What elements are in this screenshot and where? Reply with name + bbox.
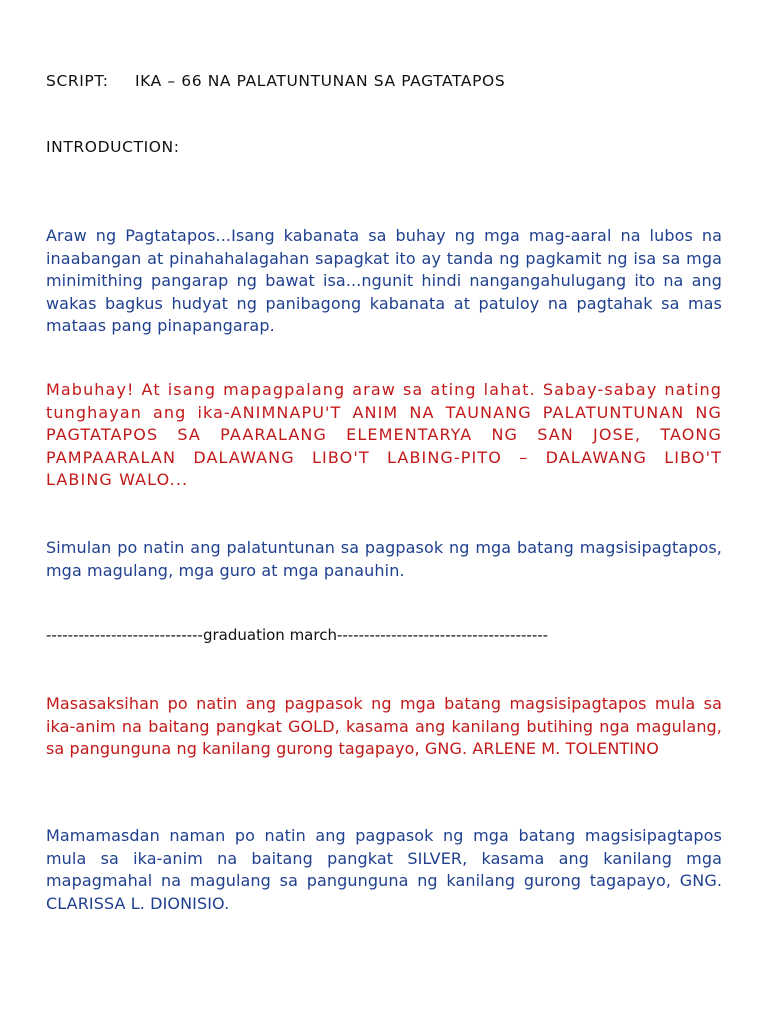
script-title: IKA – 66 NA PALATUNTUNAN SA PAGTATAPOS (135, 72, 506, 90)
script-label: SCRIPT: (46, 72, 109, 90)
gold-section-paragraph: Masasaksihan po natin ang pagpasok ng mga batang magsisipagtapos mula sa ika-anim na baitang pangkat GOLD, kasama ang kanilang butihing nga magulang, sa pangunguna ng kanilang gurong tagapayo, GNG. ARLENE M. TOLENTINO (46, 694, 722, 758)
introduction-heading: INTRODUCTION: (46, 138, 180, 156)
graduation-march-divider: -----------------------------graduation march--------------------------------------- (46, 626, 549, 644)
opening-paragraph: Araw ng Pagtatapos...Isang kabanata sa buhay ng mga mag-aaral na lubos na inaabangan at pinahahalagahan sapagkat ito ay tanda ng pagkamit ng isa sa mga minimithing pangarap ng bawat isa...ngunit hindi nangangahulugang ito na ang wakas bagkus hudyat ng panibagong kabanata at patuloy na pagtahak sa mas mataas pang pinapangarap. (46, 226, 722, 335)
silver-section-paragraph: Mamamasdan naman po natin ang pagpasok ng mga batang magsisipagtapos mula sa ika-anim na baitang pangkat SILVER, kasama ang kanilang mga mapagmahal na magulang sa pangunguna ng kanilang gurong tagapayo, GNG. CLARISSA L. DIONISIO. (46, 826, 722, 913)
greeting-paragraph: Mabuhay! At isang mapagpalang araw sa ating lahat. Sabay-sabay nating tunghayan ang ika-ANIMNAPU'T ANIM NA TAUNANG PALATUNTUNAN NG PAGTATAPOS SA PAARALANG ELEMENTARYA NG SAN JOSE, TAONG PAMPAARALAN DALAWANG LIBO'T LABING-PITO – DALAWANG LIBO'T LABING WALO... (46, 380, 722, 489)
start-paragraph: Simulan po natin ang palatuntunan sa pagpasok ng mga batang magsisipagtapos, mga magulang, mga guro at mga panauhin. (46, 538, 722, 580)
